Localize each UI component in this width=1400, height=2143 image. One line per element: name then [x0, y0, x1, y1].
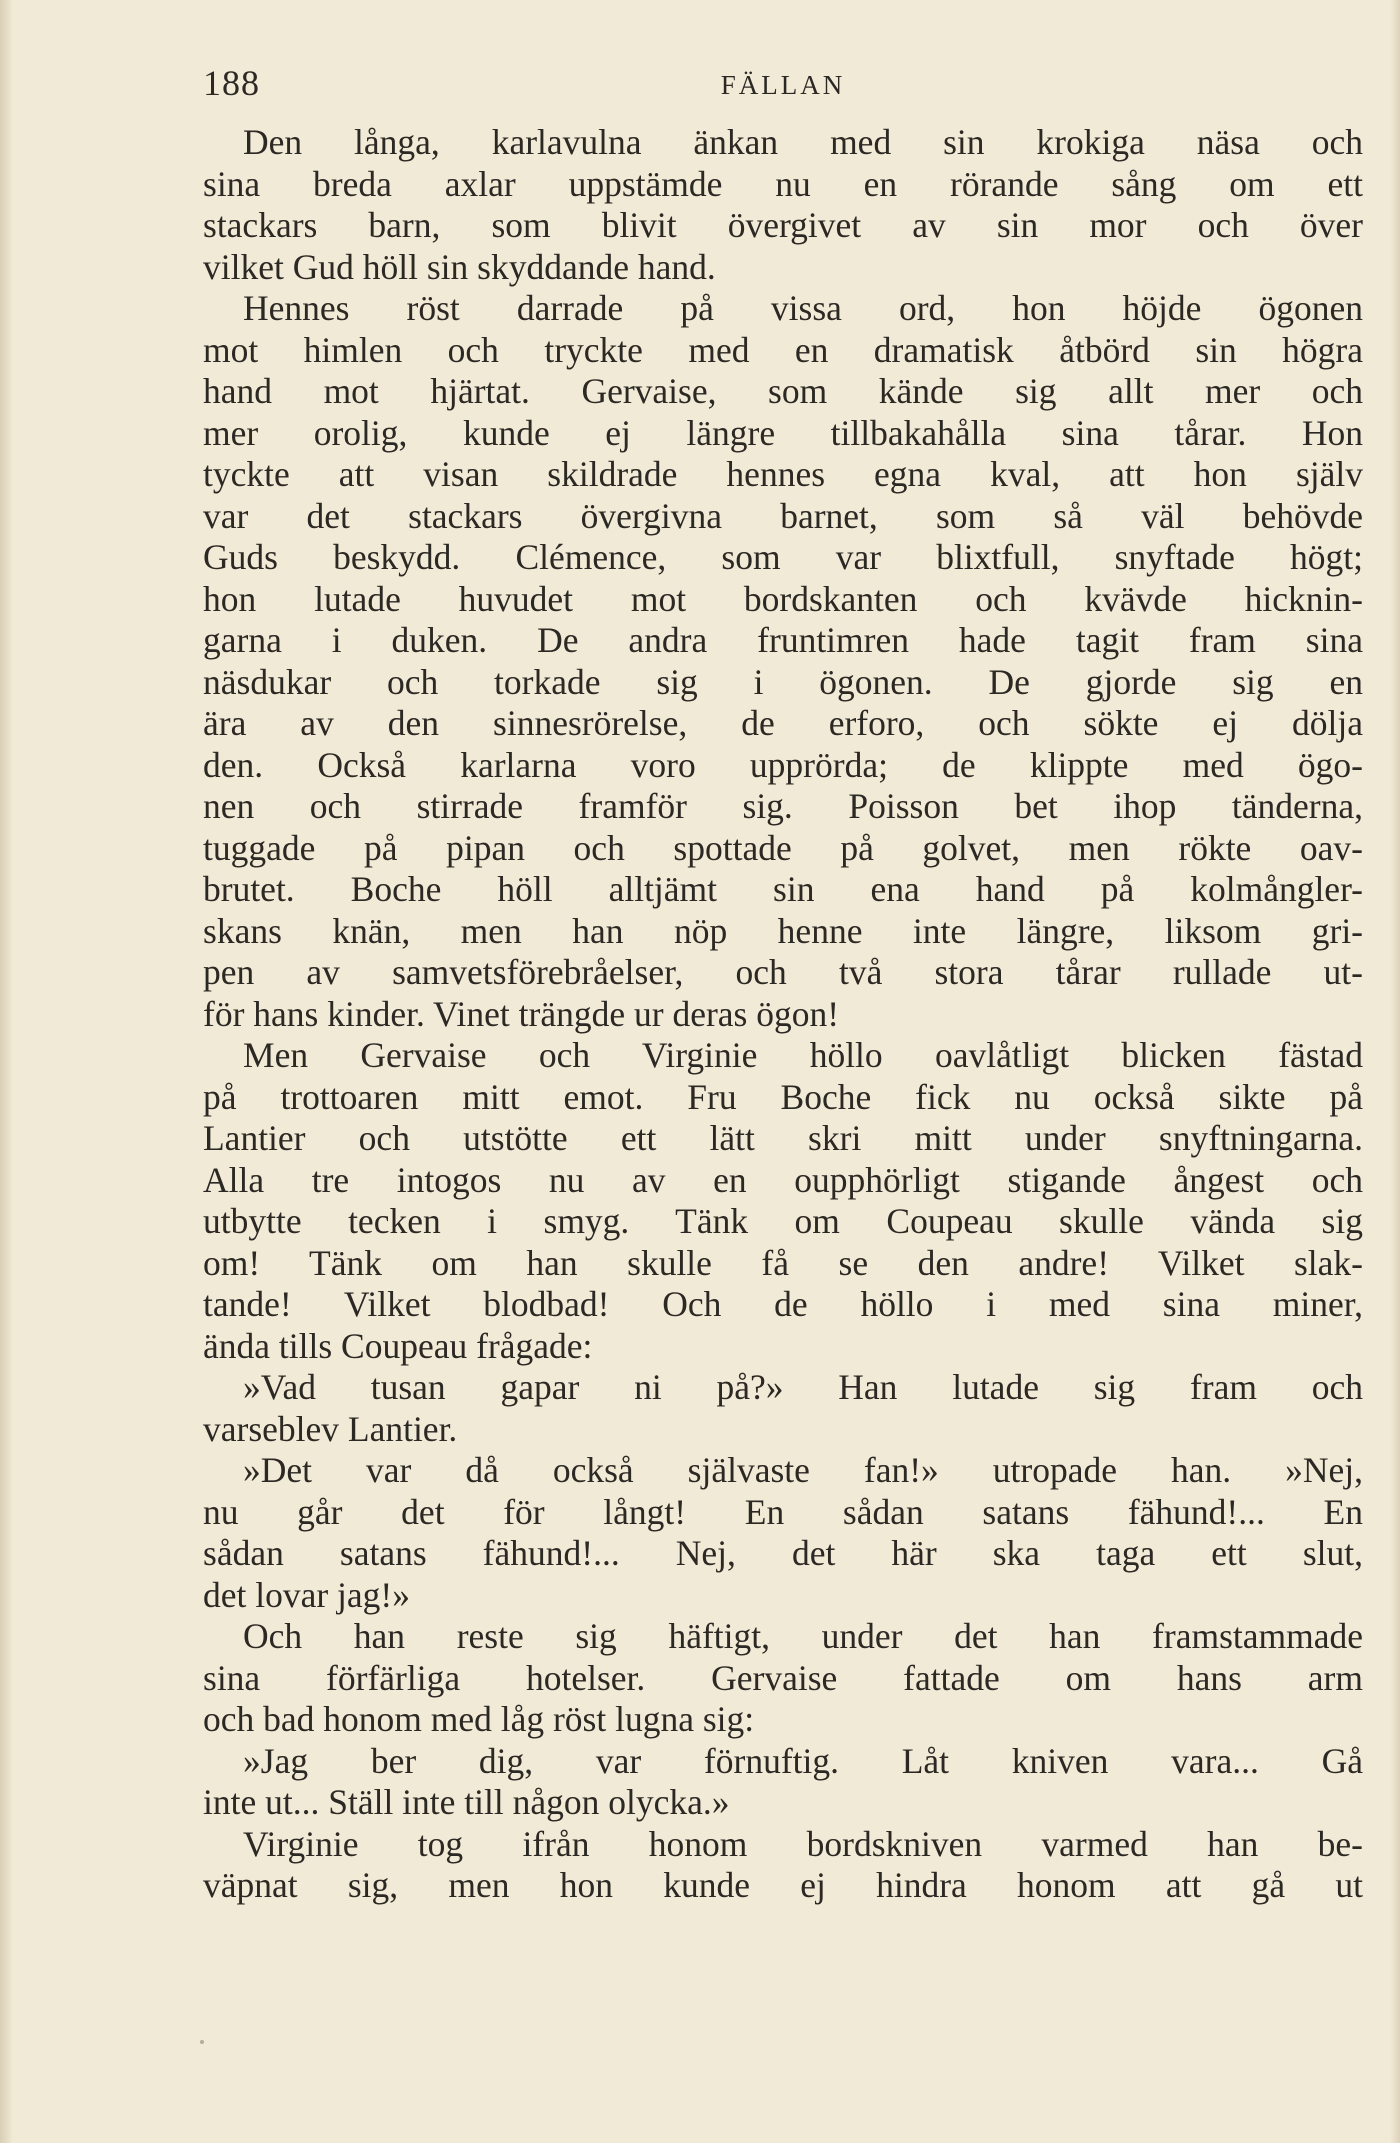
text-line: »Vad tusan gapar ni på?» Han lutade sig fram och — [243, 1367, 1363, 1407]
text-line: mot himlen och tryckte med en dramatisk åtbörd sin högra — [203, 329, 1363, 370]
text-line: »Det var då också självaste fan!» utropade han. »Nej, — [243, 1450, 1363, 1490]
text-line: sina breda axlar uppstämde nu en rörande sång om ett — [203, 163, 1363, 204]
text-line: »Jag ber dig, var förnuftig. Låt kniven vara... Gå — [243, 1740, 1363, 1781]
text-line: på trottoaren mitt emot. Fru Boche fick nu också sikte på — [203, 1076, 1363, 1117]
body-text — [203, 122, 1363, 1907]
text-line: tuggade på pipan och spottade på golvet, men rökte oav- — [203, 827, 1363, 868]
text-line: hand mot hjärtat. Gervaise, som kände sig allt mer och — [203, 371, 1363, 411]
text-line: vilket Gud höll sin skyddande hand. — [203, 246, 716, 287]
text-line: Alla tre intogos nu av en oupphörligt stigande ångest och — [203, 1159, 1363, 1200]
text-line: brutet. Boche höll alltjämt sin ena hand på kolmångler- — [203, 869, 1363, 909]
text-line: om! Tänk om han skulle få se den andre! Vilket slak- — [203, 1242, 1363, 1283]
text-line: nu går det för långt! En sådan satans fähund!... En — [203, 1491, 1363, 1532]
text-line: det lovar jag!» — [203, 1574, 411, 1615]
page-right-edge — [1390, 0, 1400, 2143]
text-line: garna i duken. De andra fruntimren hade tagit fram sina — [203, 620, 1363, 660]
text-line: var det stackars övergivna barnet, som så väl behövde — [203, 495, 1363, 536]
text-line: tyckte att visan skildrade hennes egna kval, att hon själv — [203, 454, 1363, 494]
text-line: den. Också karlarna voro upprörda; de klippte med ögo- — [203, 744, 1363, 785]
text-line: ära av den sinnesrörelse, de erforo, och sökte ej dölja — [203, 703, 1363, 743]
text-line: pen av samvetsförebråelser, och två stora tårar rullade ut- — [203, 952, 1363, 992]
paper-speck — [200, 2040, 204, 2044]
text-line: väpnat sig, men hon kunde ej hindra honom att gå ut — [203, 1865, 1363, 1905]
text-line: mer orolig, kunde ej längre tillbakahålla sina tårar. Hon — [203, 412, 1363, 453]
text-line: stackars barn, som blivit övergivet av sin mor och över — [203, 205, 1363, 245]
text-line: varseblev Lantier. — [203, 1408, 458, 1449]
text-line: och bad honom med låg röst lugna sig: — [203, 1699, 755, 1739]
text-line: utbytte tecken i smyg. Tänk om Coupeau skulle vända sig — [203, 1201, 1363, 1241]
text-line: Hennes röst darrade på vissa ord, hon höjde ögonen — [243, 288, 1363, 328]
page-number: 188 — [203, 63, 260, 103]
page-left-edge — [0, 0, 12, 2143]
running-title: FÄLLAN — [720, 70, 846, 100]
text-line: sådan satans fähund!... Nej, det här ska taga ett slut, — [203, 1533, 1363, 1573]
text-line: Lantier och utstötte ett lätt skri mitt under snyftningarna. — [203, 1118, 1363, 1158]
text-line: för hans kinder. Vinet trängde ur deras ögon! — [203, 993, 840, 1034]
text-line: sina förfärliga hotelser. Gervaise fattade om hans arm — [203, 1657, 1363, 1698]
text-line: inte ut... Ställ inte till någon olycka.» — [203, 1782, 730, 1822]
text-line: Men Gervaise och Virginie höllo oavlåtligt blicken fästad — [243, 1035, 1363, 1075]
text-line: Guds beskydd. Clémence, som var blixtfull, snyftade högt; — [203, 537, 1363, 577]
text-line: Virginie tog ifrån honom bordskniven varmed han be- — [243, 1823, 1363, 1864]
text-line: Den långa, karlavulna änkan med sin krokiga näsa och — [243, 122, 1363, 162]
text-line: skans knän, men han nöp henne inte längre, liksom gri- — [203, 910, 1363, 951]
text-line: näsdukar och torkade sig i ögonen. De gjorde sig en — [203, 661, 1363, 702]
text-line: nen och stirrade framför sig. Poisson bet ihop tänderna, — [203, 786, 1363, 826]
page-header — [203, 62, 1363, 112]
text-line: tande! Vilket blodbad! Och de höllo i med sina miner, — [203, 1284, 1363, 1324]
text-line: hon lutade huvudet mot bordskanten och kvävde hicknin- — [203, 578, 1363, 619]
text-line: ända tills Coupeau frågade: — [203, 1325, 593, 1366]
text-line: Och han reste sig häftigt, under det han framstammade — [243, 1616, 1363, 1656]
